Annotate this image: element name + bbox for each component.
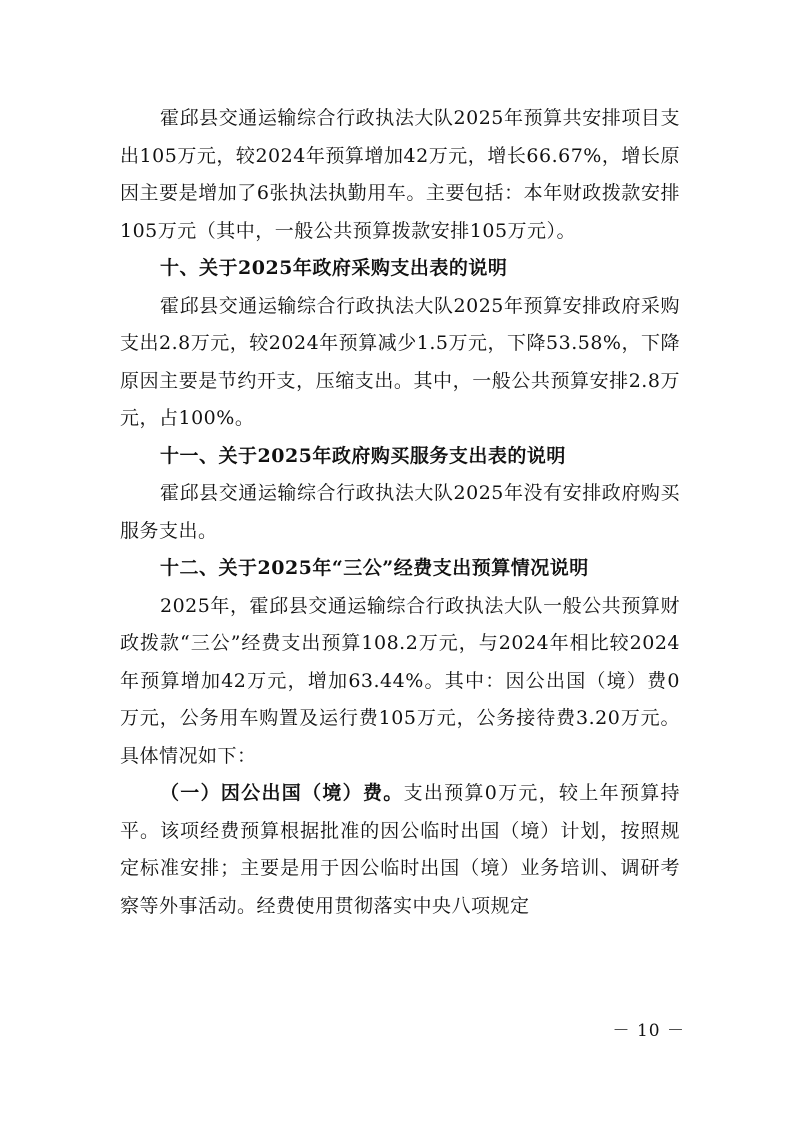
paragraph-overseas-travel-expenses bbox=[120, 775, 680, 925]
subheading-overseas-travel: （一）因公出国（境）费。 bbox=[160, 782, 404, 804]
page-number: － 10 － bbox=[612, 1021, 685, 1041]
section-heading-three-public-expenses: 十二、关于2025年“三公”经费支出预算情况说明 bbox=[160, 557, 589, 579]
paragraph-three-public-expenses: 2025年，霍邱县交通运输综合行政执法大队一般公共预算财政拨款“三公”经费支出预算108.2万元，与2024年相比较2024年预算增加42万元，增加63.44%。其中：因公出国（境）费0万元，公务用车购置及运行费105万元，公务接待费3.20万元。具体情况如下： bbox=[120, 594, 680, 767]
section-heading-government-purchased-services: 十一、关于2025年政府购买服务支出表的说明 bbox=[160, 444, 566, 467]
paragraph-government-purchased-services: 霍邱县交通运输综合行政执法大队2025年没有安排政府购买服务支出。 bbox=[120, 482, 680, 542]
paragraph-government-procurement: 霍邱县交通运输综合行政执法大队2025年预算安排政府采购支出2.8万元，较2024年预算减少1.5万元，下降53.58%，下降原因主要是节约开支，压缩支出。其中，一般公共预算安排2.8万元，占100%。 bbox=[120, 294, 680, 429]
overseas-travel-text: 支出预算0万元，较上年预算持平。该项经费预算根据批准的因公临时出国（境）计划，按照规定标准安排；主要是用于因公临时出国（境）业务培训、调研考察等外事活动。经费使用贯彻落实中央八项规定 bbox=[120, 782, 680, 917]
document-body bbox=[120, 100, 680, 925]
paragraph-project-expenditure: 霍邱县交通运输综合行政执法大队2025年预算共安排项目支出105万元，较2024年预算增加42万元，增长66.67%，增长原因主要是增加了6张执法执勤用车。主要包括：本年财政拨款安排105万元（其中，一般公共预算拨款安排105万元）。 bbox=[120, 107, 680, 242]
section-heading-government-procurement: 十、关于2025年政府采购支出表的说明 bbox=[160, 257, 508, 279]
